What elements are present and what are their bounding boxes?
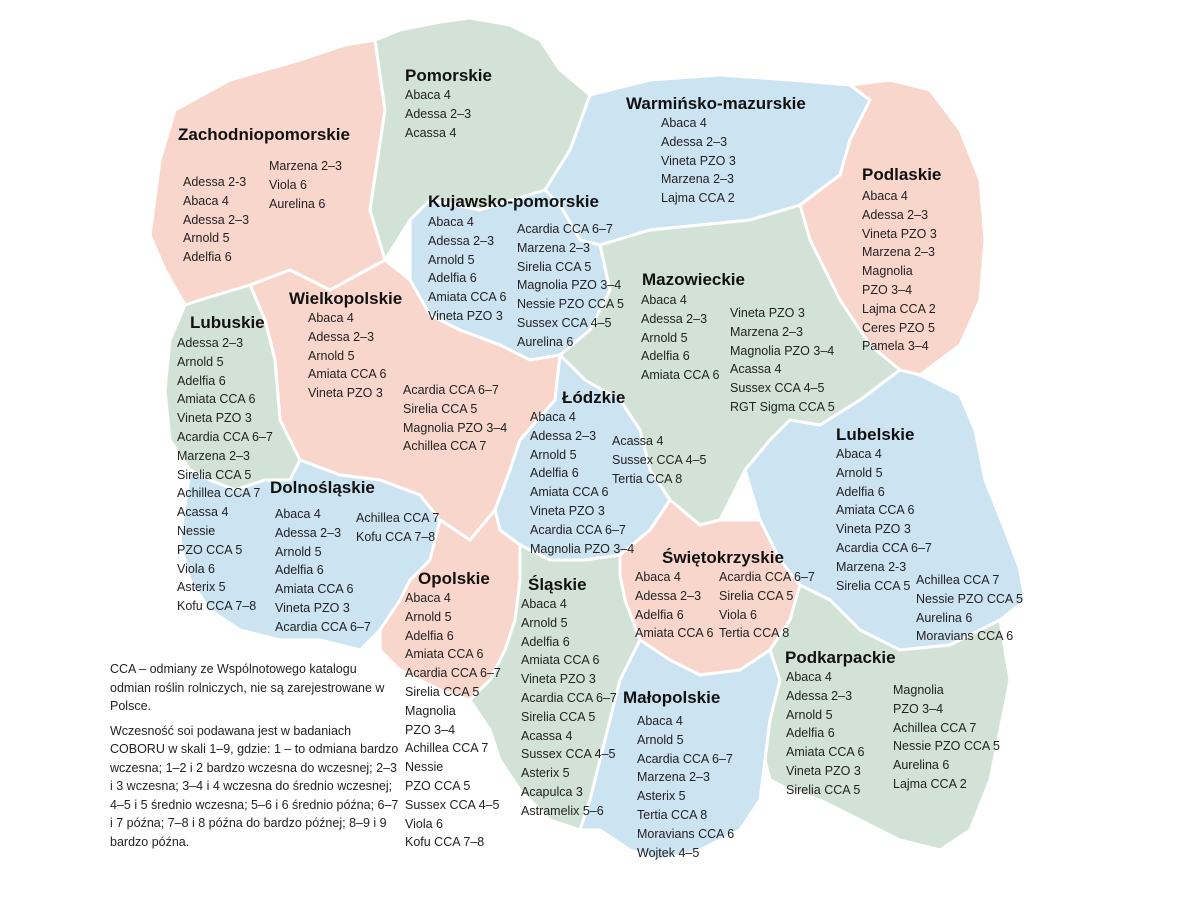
variety-item: Vineta PZO 3 bbox=[786, 763, 861, 778]
variety-item: Magnolia PZO 3–4 bbox=[517, 278, 622, 293]
variety-item: Vineta PZO 3 bbox=[428, 308, 503, 323]
variety-list bbox=[612, 432, 707, 488]
variety-list bbox=[862, 187, 937, 356]
variety-item: Kofu CCA 7–8 bbox=[405, 835, 485, 850]
variety-item: Marzena 2–3 bbox=[661, 172, 734, 187]
variety-list bbox=[428, 213, 507, 326]
variety-item: Nessie PZO CCA 5 bbox=[916, 591, 1023, 606]
variety-item: Adessa 2–3 bbox=[786, 688, 853, 703]
variety-list bbox=[405, 589, 501, 852]
variety-item: Vineta PZO 3 bbox=[836, 522, 911, 537]
variety-item: Arnold 5 bbox=[836, 465, 883, 480]
variety-item: Abaca 4 bbox=[405, 88, 451, 102]
variety-item: Adelfia 6 bbox=[183, 250, 232, 265]
variety-list bbox=[308, 309, 387, 403]
variety-item: Adelfia 6 bbox=[530, 466, 579, 481]
variety-item: Acardia CCA 6–7 bbox=[530, 522, 626, 537]
variety-item: Achillea CCA 7 bbox=[356, 511, 440, 525]
variety-item: Asterix 5 bbox=[177, 580, 226, 595]
variety-item: Adelfia 6 bbox=[836, 484, 885, 499]
variety-item: Arnold 5 bbox=[641, 330, 688, 345]
variety-item: Amiata CCA 6 bbox=[786, 745, 865, 760]
region-name: Mazowieckie bbox=[642, 270, 745, 289]
variety-item: Adessa 2–3 bbox=[661, 134, 728, 149]
variety-item: Viola 6 bbox=[269, 177, 307, 192]
variety-item: Sirelia CCA 5 bbox=[836, 578, 911, 593]
variety-item: PZO CCA 5 bbox=[405, 778, 471, 793]
variety-item: Adelfia 6 bbox=[405, 628, 454, 643]
variety-item: Kofu CCA 7–8 bbox=[356, 529, 436, 544]
variety-item: Marzena 2–3 bbox=[269, 159, 342, 173]
variety-item: Adelfia 6 bbox=[428, 271, 477, 286]
variety-item: Marzena 2–3 bbox=[862, 245, 935, 260]
variety-item: Amiata CCA 6 bbox=[405, 647, 484, 662]
variety-item: Abaca 4 bbox=[862, 189, 908, 203]
region-name: Warmińsko-mazurskie bbox=[626, 94, 806, 113]
variety-item: Moravians CCA 6 bbox=[637, 826, 735, 841]
variety-item: Adessa 2–3 bbox=[405, 106, 472, 121]
variety-item: Arnold 5 bbox=[275, 544, 322, 559]
variety-item: Vineta PZO 3 bbox=[308, 386, 383, 401]
variety-item: Acardia CCA 6–7 bbox=[275, 619, 371, 634]
variety-item: Acassa 4 bbox=[612, 434, 664, 448]
variety-item: Adessa 2–3 bbox=[641, 311, 708, 326]
variety-item: Viola 6 bbox=[177, 561, 215, 576]
variety-item: RGT Sigma CCA 5 bbox=[730, 399, 835, 414]
region-name: Dolnośląskie bbox=[270, 478, 375, 497]
variety-item: Arnold 5 bbox=[428, 252, 475, 267]
variety-item: Adessa 2–3 bbox=[635, 588, 702, 603]
variety-item: Adelfia 6 bbox=[786, 726, 835, 741]
variety-item: Abaca 4 bbox=[641, 293, 687, 307]
variety-item: Ceres PZO 5 bbox=[862, 320, 935, 335]
variety-item: Achillea CCA 7 bbox=[916, 573, 1000, 587]
variety-item: Vineta PZO 3 bbox=[661, 153, 736, 168]
variety-item: Acassa 4 bbox=[405, 125, 457, 140]
variety-item: Adessa 2–3 bbox=[530, 428, 597, 443]
variety-item: Acassa 4 bbox=[521, 728, 573, 743]
variety-item: Sirelia CCA 5 bbox=[786, 782, 861, 797]
variety-list bbox=[661, 114, 736, 208]
variety-item: Magnolia bbox=[862, 264, 913, 279]
variety-item: Viola 6 bbox=[405, 816, 443, 831]
region-podlaskie[interactable] bbox=[862, 165, 941, 189]
variety-item: Nessie PZO CCA 5 bbox=[893, 739, 1000, 754]
variety-item: Adelfia 6 bbox=[521, 634, 570, 649]
variety-item: Abaca 4 bbox=[183, 193, 229, 208]
variety-item: Sirelia CCA 5 bbox=[521, 709, 596, 724]
variety-list bbox=[730, 304, 835, 417]
region-name: Podkarpackie bbox=[785, 648, 896, 667]
variety-item: Adessa 2–3 bbox=[183, 212, 250, 227]
variety-item: Adessa 2–3 bbox=[177, 336, 244, 350]
region-name: Łódzkie bbox=[562, 388, 626, 407]
variety-item: Sussex CCA 4–5 bbox=[730, 381, 825, 396]
variety-item: Vineta PZO 3 bbox=[862, 226, 937, 241]
variety-item: Vineta PZO 3 bbox=[177, 411, 252, 426]
variety-item: Sirelia CCA 5 bbox=[177, 467, 252, 482]
earliness-scale-description: Wczesność soi podawana jest w badaniach COBORU w skali 1–9, gdzie: 1 – to odmiana bardzo wczesna; 1–2 i 2 bardzo wczesna do wczesnej; 2–3 i 3 wczesna; 3–4 i 4 wczesna do średnio wczesnej; 4–5 i 5 średnio wczesna; 5–6 i 6 średnio późna; 6–7 i 7 późna; 7–8 i 8 późna do bardzo późnej; 8–9 i 9 bardzo późna. bbox=[110, 723, 399, 849]
variety-item: Achillea CCA 7 bbox=[177, 486, 261, 501]
variety-item: Acardia CCA 6–7 bbox=[521, 690, 617, 705]
variety-item: Vineta PZO 3 bbox=[530, 503, 605, 518]
variety-item: Tertia CCA 8 bbox=[637, 807, 708, 822]
variety-item: Achillea CCA 7 bbox=[403, 439, 487, 454]
region-name: Lubelskie bbox=[836, 425, 915, 444]
variety-item: Abaca 4 bbox=[275, 507, 321, 521]
variety-item: Amiata CCA 6 bbox=[635, 626, 714, 641]
variety-item: Marzena 2–3 bbox=[517, 240, 590, 255]
region-name: Podlaskie bbox=[862, 165, 942, 184]
variety-item: Abaca 4 bbox=[637, 714, 683, 728]
variety-item: Abaca 4 bbox=[786, 670, 832, 684]
variety-item: Acardia CCA 6–7 bbox=[405, 666, 501, 681]
variety-item: Acardia CCA 6–7 bbox=[719, 570, 815, 584]
variety-item: Magnolia bbox=[405, 703, 456, 718]
variety-item: Amiata CCA 6 bbox=[428, 290, 507, 305]
variety-item: Abaca 4 bbox=[308, 311, 354, 325]
variety-item: Abaca 4 bbox=[428, 215, 474, 229]
variety-list bbox=[403, 381, 507, 456]
variety-item: PZO 3–4 bbox=[405, 722, 456, 737]
region-name: Zachodniopomorskie bbox=[178, 125, 350, 144]
variety-item: Abaca 4 bbox=[836, 447, 882, 461]
variety-item: Abaca 4 bbox=[661, 116, 707, 130]
variety-item: Amiata CCA 6 bbox=[521, 653, 600, 668]
variety-list bbox=[635, 568, 714, 643]
variety-item: Nessie bbox=[177, 523, 216, 538]
variety-item: Acardia CCA 6–7 bbox=[517, 222, 613, 236]
variety-list bbox=[637, 712, 734, 862]
variety-list bbox=[641, 291, 720, 385]
variety-item: Acardia CCA 6–7 bbox=[836, 540, 932, 555]
variety-item: Lajma CCA 2 bbox=[862, 301, 936, 316]
variety-item: Arnold 5 bbox=[183, 231, 230, 246]
variety-item: Marzena 2–3 bbox=[730, 324, 803, 339]
region-name: Lubuskie bbox=[190, 313, 265, 332]
variety-item: Acassa 4 bbox=[730, 362, 782, 377]
variety-item: Aurelina 6 bbox=[893, 758, 950, 773]
region-name: Kujawsko-pomorskie bbox=[428, 192, 599, 211]
variety-item: Sussex CCA 4–5 bbox=[517, 315, 612, 330]
region-name: Małopolskie bbox=[623, 688, 721, 707]
variety-item: Magnolia PZO 3–4 bbox=[730, 343, 835, 358]
variety-item: Sirelia CCA 5 bbox=[517, 259, 592, 274]
variety-item: PZO 3–4 bbox=[893, 701, 944, 716]
variety-item: Magnolia PZO 3–4 bbox=[403, 420, 508, 435]
variety-item: Amiata CCA 6 bbox=[308, 367, 387, 382]
variety-item: Arnold 5 bbox=[405, 609, 452, 624]
variety-list bbox=[893, 681, 1000, 794]
variety-item: Arnold 5 bbox=[530, 447, 577, 462]
variety-item: Adelfia 6 bbox=[641, 349, 690, 364]
variety-item: Sussex CCA 4–5 bbox=[405, 797, 500, 812]
variety-item: Asterix 5 bbox=[521, 766, 570, 781]
variety-item: Acapulca 3 bbox=[521, 784, 583, 799]
variety-item: PZO CCA 5 bbox=[177, 542, 243, 557]
variety-item: Amiata CCA 6 bbox=[641, 368, 720, 383]
variety-item: Asterix 5 bbox=[637, 789, 686, 804]
variety-list bbox=[521, 595, 617, 821]
variety-list bbox=[269, 157, 342, 213]
variety-item: Marzena 2-3 bbox=[836, 559, 907, 574]
variety-item: Aurelina 6 bbox=[916, 610, 973, 625]
variety-item: Amiata CCA 6 bbox=[177, 392, 256, 407]
variety-item: Sussex CCA 4–5 bbox=[521, 747, 616, 762]
region-name: Świętokrzyskie bbox=[662, 548, 784, 567]
variety-item: Adelfia 6 bbox=[275, 563, 324, 578]
variety-item: Vineta PZO 3 bbox=[730, 306, 805, 320]
region-malopolskie[interactable] bbox=[623, 688, 720, 712]
cca-definition: CCA – odmiany ze Wspólnotowego katalogu odmian roślin rolniczych, nie są zarejestrowane w Polsce. bbox=[110, 662, 385, 713]
region-dolnoslaskie[interactable] bbox=[270, 478, 375, 502]
variety-item: Acassa 4 bbox=[177, 505, 229, 520]
variety-item: Arnold 5 bbox=[521, 615, 568, 630]
variety-list bbox=[356, 509, 439, 547]
variety-list bbox=[405, 86, 471, 142]
variety-item: Moravians CCA 6 bbox=[916, 629, 1014, 644]
variety-item: Acardia CCA 6–7 bbox=[177, 429, 273, 444]
variety-item: Arnold 5 bbox=[637, 732, 684, 747]
variety-item: Nessie PZO CCA 5 bbox=[517, 297, 624, 312]
variety-list bbox=[517, 220, 624, 352]
variety-item: Abaca 4 bbox=[635, 570, 681, 584]
variety-item: Sirelia CCA 5 bbox=[719, 588, 794, 603]
variety-item: Wojtek 4–5 bbox=[637, 845, 700, 860]
variety-list bbox=[719, 568, 815, 643]
variety-item: Arnold 5 bbox=[308, 348, 355, 363]
variety-item: Pamela 3–4 bbox=[862, 339, 929, 354]
variety-item: Aurelina 6 bbox=[269, 196, 326, 211]
variety-item: Amiata CCA 6 bbox=[530, 485, 609, 500]
variety-item: Adessa 2–3 bbox=[862, 207, 929, 222]
variety-item: Adessa 2-3 bbox=[183, 175, 247, 189]
region-name: Opolskie bbox=[418, 569, 490, 588]
variety-item: Abaca 4 bbox=[405, 591, 451, 605]
variety-item: Marzena 2–3 bbox=[177, 448, 250, 463]
variety-item: Achillea CCA 7 bbox=[405, 741, 489, 756]
legend-note bbox=[110, 660, 400, 857]
variety-item: Arnold 5 bbox=[786, 707, 833, 722]
variety-item: Acardia CCA 6–7 bbox=[637, 751, 733, 766]
variety-item: Vineta PZO 3 bbox=[275, 600, 350, 615]
variety-item: Lajma CCA 2 bbox=[893, 776, 967, 791]
variety-item: Adessa 2–3 bbox=[428, 233, 495, 248]
variety-item: Lajma CCA 2 bbox=[661, 191, 735, 206]
variety-item: Tertia CCA 8 bbox=[612, 471, 683, 486]
variety-item: Sirelia CCA 5 bbox=[403, 401, 478, 416]
variety-item: Aurelina 6 bbox=[517, 334, 574, 349]
variety-item: Sussex CCA 4–5 bbox=[612, 452, 707, 467]
variety-item: PZO 3–4 bbox=[862, 282, 913, 297]
variety-list bbox=[916, 571, 1023, 646]
variety-item: Adessa 2–3 bbox=[275, 525, 342, 540]
variety-item: Tertia CCA 8 bbox=[719, 626, 790, 641]
variety-item: Nessie bbox=[405, 760, 444, 775]
variety-item: Adelfia 6 bbox=[635, 607, 684, 622]
variety-item: Arnold 5 bbox=[177, 354, 224, 369]
region-name: Wielkopolskie bbox=[289, 289, 403, 308]
variety-item: Magnolia PZO 3–4 bbox=[530, 541, 635, 556]
region-name: Pomorskie bbox=[405, 66, 492, 85]
variety-item: Amiata CCA 6 bbox=[275, 582, 354, 597]
variety-item: Vineta PZO 3 bbox=[521, 672, 596, 687]
variety-item: Astramelix 5–6 bbox=[521, 803, 604, 818]
variety-item: Sirelia CCA 5 bbox=[405, 684, 480, 699]
region-zachodniopomorskie[interactable] bbox=[178, 125, 350, 149]
variety-list bbox=[177, 334, 273, 616]
variety-item: Acardia CCA 6–7 bbox=[403, 383, 499, 397]
variety-list bbox=[183, 173, 249, 267]
variety-item: Viola 6 bbox=[719, 607, 757, 622]
variety-item: Abaca 4 bbox=[521, 597, 567, 611]
variety-item: Marzena 2–3 bbox=[637, 770, 710, 785]
variety-item: Abaca 4 bbox=[530, 410, 576, 424]
region-name: Śląskie bbox=[528, 575, 587, 594]
variety-item: Adessa 2–3 bbox=[308, 329, 375, 344]
variety-item: Kofu CCA 7–8 bbox=[177, 599, 257, 614]
variety-item: Amiata CCA 6 bbox=[836, 503, 915, 518]
variety-item: Magnolia bbox=[893, 683, 944, 697]
variety-item: Achillea CCA 7 bbox=[893, 720, 977, 735]
variety-item: Adelfia 6 bbox=[177, 373, 226, 388]
variety-list bbox=[786, 668, 865, 800]
